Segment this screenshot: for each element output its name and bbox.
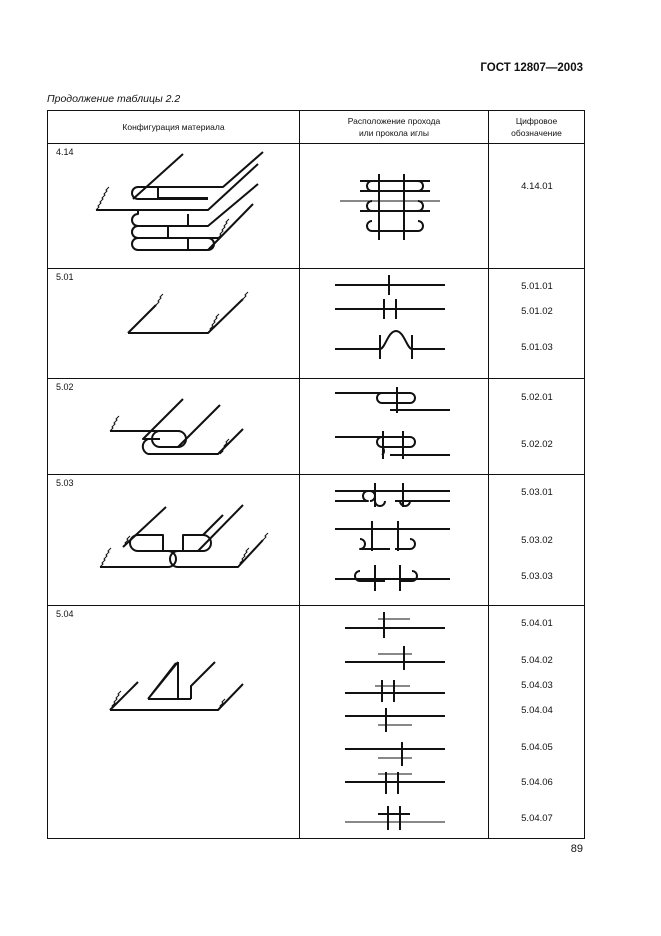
row-number: 5.01 (56, 272, 74, 282)
needle-position-diagram (300, 144, 489, 268)
needle-position-diagram (300, 475, 489, 605)
code-label: 5.04.06 (521, 777, 553, 788)
needle-position-cell (300, 269, 489, 379)
code-label: 5.02.01 (521, 392, 553, 403)
table-row (48, 606, 585, 839)
table-row (48, 379, 585, 475)
code-label: 5.01.03 (521, 342, 553, 353)
code-label: 5.03.03 (521, 571, 553, 582)
code-label: 5.04.01 (521, 618, 553, 629)
row-number: 5.03 (56, 478, 74, 488)
code-label: 4.14.01 (521, 181, 553, 192)
needle-position-cell (300, 606, 489, 839)
row-number: 5.02 (56, 382, 74, 392)
code-label: 5.04.04 (521, 705, 553, 716)
needle-position-diagram (300, 269, 489, 378)
material-configuration-diagram (48, 144, 300, 268)
document-code: ГОСТ 12807—2003 (480, 62, 583, 74)
code-cell (489, 269, 585, 379)
code-label: 5.02.02 (521, 439, 553, 450)
table-header-row (48, 111, 585, 144)
material-configuration-cell (48, 606, 300, 839)
material-configuration-diagram (48, 475, 300, 605)
table-caption: Продолжение таблицы 2.2 (47, 93, 181, 105)
material-configuration-diagram (48, 269, 300, 378)
code-label: 5.04.02 (521, 655, 553, 666)
column-header-code: Цифровое обозначение (489, 111, 585, 144)
code-cell (489, 144, 585, 269)
material-configuration-cell (48, 475, 300, 606)
material-configuration-diagram (48, 606, 300, 838)
code-label: 5.04.03 (521, 680, 553, 691)
code-cell (489, 379, 585, 475)
code-label: 5.01.02 (521, 306, 553, 317)
table-row (48, 475, 585, 606)
table-row (48, 144, 585, 269)
material-configuration-cell (48, 379, 300, 475)
material-configuration-cell (48, 144, 300, 269)
code-label: 5.04.07 (521, 813, 553, 824)
material-configuration-diagram (48, 379, 300, 474)
material-configuration-cell (48, 269, 300, 379)
code-label: 5.03.01 (521, 487, 553, 498)
code-label: 5.04.05 (521, 742, 553, 753)
code-label: 5.03.02 (521, 535, 553, 546)
column-header-configuration: Конфигурация материала (48, 111, 300, 144)
page-number: 89 (570, 843, 583, 855)
needle-position-cell (300, 379, 489, 475)
code-cell (489, 475, 585, 606)
needle-position-cell (300, 144, 489, 269)
row-number: 5.04 (56, 609, 74, 619)
row-number: 4.14 (56, 147, 74, 157)
stitch-table (47, 110, 585, 839)
table-row (48, 269, 585, 379)
column-header-needle-position: Расположение прохода или прокола иглы (300, 111, 489, 144)
code-label: 5.01.01 (521, 281, 553, 292)
code-cell (489, 606, 585, 839)
needle-position-cell (300, 475, 489, 606)
needle-position-diagram (300, 606, 489, 838)
needle-position-diagram (300, 379, 489, 474)
